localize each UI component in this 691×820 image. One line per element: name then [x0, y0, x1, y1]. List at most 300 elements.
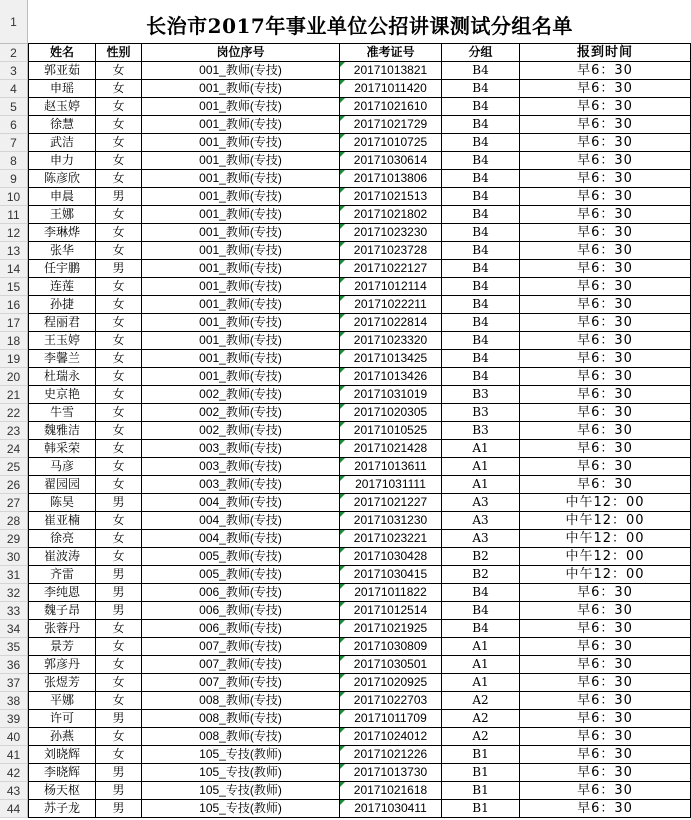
cell-report-time[interactable] — [520, 602, 691, 620]
cell-post[interactable] — [142, 260, 340, 278]
cell-name[interactable] — [28, 800, 96, 818]
cell-report-time[interactable] — [520, 152, 691, 170]
cell-sex[interactable] — [96, 512, 142, 530]
cell-sex[interactable] — [96, 62, 142, 80]
cell-name[interactable] — [28, 656, 96, 674]
cell-exam-id[interactable] — [340, 404, 442, 422]
cell-sex[interactable] — [96, 476, 142, 494]
cell-sex[interactable] — [96, 638, 142, 656]
cell-exam-id[interactable] — [340, 494, 442, 512]
cell-post[interactable] — [142, 98, 340, 116]
cell-name[interactable] — [28, 98, 96, 116]
cell-name[interactable] — [28, 782, 96, 800]
row-number[interactable]: 16 — [0, 296, 28, 314]
cell-name[interactable] — [28, 80, 96, 98]
cell-post[interactable] — [142, 746, 340, 764]
row-number[interactable]: 40 — [0, 728, 28, 746]
cell-exam-id[interactable] — [340, 602, 442, 620]
cell-post[interactable] — [142, 314, 340, 332]
cell-report-time[interactable] — [520, 440, 691, 458]
cell-post[interactable] — [142, 332, 340, 350]
cell-group[interactable] — [442, 584, 520, 602]
cell-sex[interactable] — [96, 620, 142, 638]
cell-exam-id[interactable] — [340, 548, 442, 566]
cell-exam-id[interactable] — [340, 512, 442, 530]
cell-group[interactable] — [442, 332, 520, 350]
cell-post[interactable] — [142, 242, 340, 260]
row-number[interactable]: 43 — [0, 782, 28, 800]
row-number[interactable]: 22 — [0, 404, 28, 422]
cell-name[interactable] — [28, 224, 96, 242]
row-number[interactable]: 20 — [0, 368, 28, 386]
cell-name[interactable] — [28, 206, 96, 224]
cell-group[interactable] — [442, 566, 520, 584]
cell-exam-id[interactable] — [340, 332, 442, 350]
cell-report-time[interactable] — [520, 314, 691, 332]
cell-group[interactable] — [442, 170, 520, 188]
cell-report-time[interactable] — [520, 242, 691, 260]
cell-sex[interactable] — [96, 422, 142, 440]
cell-report-time[interactable] — [520, 584, 691, 602]
cell-exam-id[interactable] — [340, 476, 442, 494]
cell-report-time[interactable] — [520, 278, 691, 296]
cell-report-time[interactable] — [520, 404, 691, 422]
row-number[interactable]: 10 — [0, 188, 28, 206]
row-number[interactable]: 30 — [0, 548, 28, 566]
row-number[interactable]: 32 — [0, 584, 28, 602]
cell-report-time[interactable] — [520, 494, 691, 512]
cell-sex[interactable] — [96, 134, 142, 152]
cell-group[interactable] — [442, 98, 520, 116]
cell-report-time[interactable] — [520, 422, 691, 440]
row-number[interactable]: 37 — [0, 674, 28, 692]
cell-group[interactable] — [442, 116, 520, 134]
cell-sex[interactable] — [96, 710, 142, 728]
cell-post[interactable] — [142, 404, 340, 422]
cell-group[interactable] — [442, 710, 520, 728]
cell-sex[interactable] — [96, 98, 142, 116]
cell-name[interactable] — [28, 350, 96, 368]
row-number[interactable]: 42 — [0, 764, 28, 782]
cell-name[interactable] — [28, 548, 96, 566]
cell-report-time[interactable] — [520, 80, 691, 98]
cell-post[interactable] — [142, 80, 340, 98]
cell-group[interactable] — [442, 494, 520, 512]
cell-group[interactable] — [442, 656, 520, 674]
cell-sex[interactable] — [96, 386, 142, 404]
cell-name[interactable] — [28, 278, 96, 296]
cell-name[interactable] — [28, 152, 96, 170]
cell-post[interactable] — [142, 512, 340, 530]
cell-sex[interactable] — [96, 314, 142, 332]
cell-report-time[interactable] — [520, 206, 691, 224]
row-number[interactable]: 34 — [0, 620, 28, 638]
cell-sex[interactable] — [96, 548, 142, 566]
cell-exam-id[interactable] — [340, 170, 442, 188]
cell-group[interactable] — [442, 386, 520, 404]
cell-exam-id[interactable] — [340, 728, 442, 746]
cell-sex[interactable] — [96, 404, 142, 422]
cell-group[interactable] — [442, 512, 520, 530]
row-number[interactable]: 27 — [0, 494, 28, 512]
cell-exam-id[interactable] — [340, 674, 442, 692]
cell-report-time[interactable] — [520, 620, 691, 638]
cell-group[interactable] — [442, 134, 520, 152]
cell-sex[interactable] — [96, 782, 142, 800]
cell-report-time[interactable] — [520, 62, 691, 80]
cell-group[interactable] — [442, 350, 520, 368]
row-number[interactable]: 44 — [0, 800, 28, 818]
cell-report-time[interactable] — [520, 116, 691, 134]
cell-post[interactable] — [142, 710, 340, 728]
row-number[interactable]: 5 — [0, 98, 28, 116]
cell-post[interactable] — [142, 476, 340, 494]
row-number[interactable]: 7 — [0, 134, 28, 152]
row-number[interactable]: 19 — [0, 350, 28, 368]
cell-exam-id[interactable] — [340, 458, 442, 476]
cell-post[interactable] — [142, 566, 340, 584]
cell-group[interactable] — [442, 296, 520, 314]
cell-sex[interactable] — [96, 674, 142, 692]
cell-name[interactable] — [28, 242, 96, 260]
cell-sex[interactable] — [96, 368, 142, 386]
cell-post[interactable] — [142, 206, 340, 224]
cell-report-time[interactable] — [520, 764, 691, 782]
cell-exam-id[interactable] — [340, 566, 442, 584]
row-number[interactable]: 14 — [0, 260, 28, 278]
cell-post[interactable] — [142, 62, 340, 80]
cell-post[interactable] — [142, 134, 340, 152]
cell-group[interactable] — [442, 548, 520, 566]
row-number[interactable]: 11 — [0, 206, 28, 224]
cell-sex[interactable] — [96, 296, 142, 314]
cell-exam-id[interactable] — [340, 242, 442, 260]
cell-exam-id[interactable] — [340, 224, 442, 242]
cell-group[interactable] — [442, 638, 520, 656]
cell-name[interactable] — [28, 746, 96, 764]
cell-sex[interactable] — [96, 458, 142, 476]
cell-exam-id[interactable] — [340, 800, 442, 818]
cell-exam-id[interactable] — [340, 260, 442, 278]
cell-name[interactable] — [28, 314, 96, 332]
cell-post[interactable] — [142, 674, 340, 692]
row-number[interactable]: 9 — [0, 170, 28, 188]
cell-post[interactable] — [142, 440, 340, 458]
cell-sex[interactable] — [96, 278, 142, 296]
cell-post[interactable] — [142, 494, 340, 512]
cell-exam-id[interactable] — [340, 386, 442, 404]
row-number[interactable]: 31 — [0, 566, 28, 584]
cell-group[interactable] — [442, 152, 520, 170]
cell-name[interactable] — [28, 710, 96, 728]
cell-post[interactable] — [142, 800, 340, 818]
cell-group[interactable] — [442, 476, 520, 494]
sheet-title[interactable]: 长治市2017年事业单位公招讲课测试分组名单 — [28, 0, 691, 44]
cell-name[interactable] — [28, 260, 96, 278]
header-name[interactable]: 姓名 — [28, 44, 96, 62]
cell-group[interactable] — [442, 746, 520, 764]
cell-exam-id[interactable] — [340, 152, 442, 170]
cell-exam-id[interactable] — [340, 530, 442, 548]
cell-report-time[interactable] — [520, 710, 691, 728]
cell-sex[interactable] — [96, 188, 142, 206]
cell-post[interactable] — [142, 170, 340, 188]
cell-name[interactable] — [28, 530, 96, 548]
cell-report-time[interactable] — [520, 170, 691, 188]
cell-report-time[interactable] — [520, 728, 691, 746]
cell-report-time[interactable] — [520, 746, 691, 764]
cell-name[interactable] — [28, 62, 96, 80]
cell-report-time[interactable] — [520, 548, 691, 566]
cell-group[interactable] — [442, 314, 520, 332]
cell-exam-id[interactable] — [340, 638, 442, 656]
row-number[interactable]: 15 — [0, 278, 28, 296]
cell-group[interactable] — [442, 206, 520, 224]
cell-exam-id[interactable] — [340, 206, 442, 224]
cell-group[interactable] — [442, 440, 520, 458]
cell-exam-id[interactable] — [340, 314, 442, 332]
row-number[interactable]: 35 — [0, 638, 28, 656]
cell-group[interactable] — [442, 80, 520, 98]
cell-sex[interactable] — [96, 260, 142, 278]
cell-sex[interactable] — [96, 584, 142, 602]
cell-post[interactable] — [142, 782, 340, 800]
cell-sex[interactable] — [96, 656, 142, 674]
cell-exam-id[interactable] — [340, 620, 442, 638]
row-number[interactable]: 21 — [0, 386, 28, 404]
row-number[interactable]: 23 — [0, 422, 28, 440]
cell-post[interactable] — [142, 152, 340, 170]
cell-name[interactable] — [28, 170, 96, 188]
row-number[interactable]: 29 — [0, 530, 28, 548]
cell-exam-id[interactable] — [340, 584, 442, 602]
cell-report-time[interactable] — [520, 296, 691, 314]
cell-sex[interactable] — [96, 440, 142, 458]
cell-group[interactable] — [442, 404, 520, 422]
row-number[interactable]: 6 — [0, 116, 28, 134]
cell-exam-id[interactable] — [340, 296, 442, 314]
row-number[interactable]: 2 — [0, 44, 28, 62]
cell-name[interactable] — [28, 134, 96, 152]
cell-name[interactable] — [28, 692, 96, 710]
cell-name[interactable] — [28, 494, 96, 512]
cell-post[interactable] — [142, 458, 340, 476]
cell-exam-id[interactable] — [340, 188, 442, 206]
cell-report-time[interactable] — [520, 512, 691, 530]
cell-name[interactable] — [28, 422, 96, 440]
cell-group[interactable] — [442, 692, 520, 710]
cell-exam-id[interactable] — [340, 764, 442, 782]
cell-sex[interactable] — [96, 764, 142, 782]
cell-post[interactable] — [142, 278, 340, 296]
cell-name[interactable] — [28, 440, 96, 458]
cell-report-time[interactable] — [520, 224, 691, 242]
cell-post[interactable] — [142, 350, 340, 368]
cell-name[interactable] — [28, 584, 96, 602]
row-number[interactable]: 13 — [0, 242, 28, 260]
cell-report-time[interactable] — [520, 458, 691, 476]
cell-report-time[interactable] — [520, 134, 691, 152]
cell-name[interactable] — [28, 386, 96, 404]
cell-group[interactable] — [442, 674, 520, 692]
cell-name[interactable] — [28, 404, 96, 422]
cell-name[interactable] — [28, 116, 96, 134]
cell-sex[interactable] — [96, 494, 142, 512]
cell-name[interactable] — [28, 764, 96, 782]
cell-name[interactable] — [28, 296, 96, 314]
cell-exam-id[interactable] — [340, 98, 442, 116]
cell-report-time[interactable] — [520, 530, 691, 548]
cell-exam-id[interactable] — [340, 134, 442, 152]
cell-group[interactable] — [442, 458, 520, 476]
row-number[interactable]: 3 — [0, 62, 28, 80]
cell-report-time[interactable] — [520, 566, 691, 584]
cell-sex[interactable] — [96, 152, 142, 170]
cell-sex[interactable] — [96, 80, 142, 98]
cell-group[interactable] — [442, 422, 520, 440]
cell-sex[interactable] — [96, 206, 142, 224]
cell-post[interactable] — [142, 728, 340, 746]
cell-group[interactable] — [442, 368, 520, 386]
cell-sex[interactable] — [96, 530, 142, 548]
cell-exam-id[interactable] — [340, 656, 442, 674]
cell-exam-id[interactable] — [340, 746, 442, 764]
cell-exam-id[interactable] — [340, 350, 442, 368]
row-number[interactable]: 24 — [0, 440, 28, 458]
cell-post[interactable] — [142, 530, 340, 548]
cell-name[interactable] — [28, 332, 96, 350]
cell-exam-id[interactable] — [340, 422, 442, 440]
cell-post[interactable] — [142, 638, 340, 656]
cell-report-time[interactable] — [520, 674, 691, 692]
cell-sex[interactable] — [96, 350, 142, 368]
cell-report-time[interactable] — [520, 332, 691, 350]
cell-sex[interactable] — [96, 332, 142, 350]
cell-sex[interactable] — [96, 224, 142, 242]
cell-exam-id[interactable] — [340, 278, 442, 296]
cell-name[interactable] — [28, 368, 96, 386]
cell-group[interactable] — [442, 728, 520, 746]
cell-report-time[interactable] — [520, 638, 691, 656]
row-number[interactable]: 25 — [0, 458, 28, 476]
header-report-time[interactable]: 报到时间 — [520, 44, 691, 62]
cell-post[interactable] — [142, 296, 340, 314]
cell-group[interactable] — [442, 782, 520, 800]
cell-sex[interactable] — [96, 746, 142, 764]
cell-exam-id[interactable] — [340, 710, 442, 728]
row-number[interactable]: 28 — [0, 512, 28, 530]
header-exam-id[interactable]: 准考证号 — [340, 44, 442, 62]
row-number[interactable]: 1 — [0, 0, 28, 44]
cell-report-time[interactable] — [520, 782, 691, 800]
cell-exam-id[interactable] — [340, 782, 442, 800]
cell-post[interactable] — [142, 422, 340, 440]
cell-post[interactable] — [142, 602, 340, 620]
row-number[interactable]: 18 — [0, 332, 28, 350]
cell-sex[interactable] — [96, 800, 142, 818]
row-number[interactable]: 33 — [0, 602, 28, 620]
header-post[interactable]: 岗位序号 — [142, 44, 340, 62]
cell-sex[interactable] — [96, 728, 142, 746]
cell-report-time[interactable] — [520, 476, 691, 494]
cell-sex[interactable] — [96, 116, 142, 134]
row-number[interactable]: 26 — [0, 476, 28, 494]
cell-group[interactable] — [442, 602, 520, 620]
cell-name[interactable] — [28, 188, 96, 206]
cell-name[interactable] — [28, 476, 96, 494]
row-number[interactable]: 8 — [0, 152, 28, 170]
cell-name[interactable] — [28, 566, 96, 584]
cell-name[interactable] — [28, 638, 96, 656]
cell-exam-id[interactable] — [340, 692, 442, 710]
cell-post[interactable] — [142, 656, 340, 674]
cell-group[interactable] — [442, 620, 520, 638]
cell-sex[interactable] — [96, 170, 142, 188]
cell-name[interactable] — [28, 728, 96, 746]
cell-post[interactable] — [142, 764, 340, 782]
cell-exam-id[interactable] — [340, 80, 442, 98]
cell-exam-id[interactable] — [340, 368, 442, 386]
cell-report-time[interactable] — [520, 692, 691, 710]
cell-post[interactable] — [142, 386, 340, 404]
cell-exam-id[interactable] — [340, 440, 442, 458]
cell-post[interactable] — [142, 368, 340, 386]
cell-exam-id[interactable] — [340, 62, 442, 80]
cell-sex[interactable] — [96, 602, 142, 620]
cell-report-time[interactable] — [520, 800, 691, 818]
cell-group[interactable] — [442, 62, 520, 80]
cell-report-time[interactable] — [520, 656, 691, 674]
cell-report-time[interactable] — [520, 260, 691, 278]
cell-sex[interactable] — [96, 566, 142, 584]
cell-group[interactable] — [442, 242, 520, 260]
cell-name[interactable] — [28, 674, 96, 692]
cell-group[interactable] — [442, 530, 520, 548]
cell-name[interactable] — [28, 512, 96, 530]
cell-post[interactable] — [142, 224, 340, 242]
cell-report-time[interactable] — [520, 350, 691, 368]
cell-group[interactable] — [442, 224, 520, 242]
cell-group[interactable] — [442, 278, 520, 296]
cell-name[interactable] — [28, 620, 96, 638]
cell-post[interactable] — [142, 584, 340, 602]
cell-group[interactable] — [442, 260, 520, 278]
cell-sex[interactable] — [96, 242, 142, 260]
row-number[interactable]: 17 — [0, 314, 28, 332]
cell-report-time[interactable] — [520, 188, 691, 206]
cell-post[interactable] — [142, 116, 340, 134]
row-number[interactable]: 36 — [0, 656, 28, 674]
row-number[interactable]: 12 — [0, 224, 28, 242]
cell-group[interactable] — [442, 188, 520, 206]
cell-report-time[interactable] — [520, 98, 691, 116]
cell-sex[interactable] — [96, 692, 142, 710]
cell-group[interactable] — [442, 800, 520, 818]
header-sex[interactable]: 性别 — [96, 44, 142, 62]
row-number[interactable]: 4 — [0, 80, 28, 98]
cell-post[interactable] — [142, 188, 340, 206]
row-number[interactable]: 38 — [0, 692, 28, 710]
cell-name[interactable] — [28, 458, 96, 476]
cell-report-time[interactable] — [520, 386, 691, 404]
cell-name[interactable] — [28, 602, 96, 620]
header-group[interactable]: 分组 — [442, 44, 520, 62]
row-number[interactable]: 41 — [0, 746, 28, 764]
cell-post[interactable] — [142, 692, 340, 710]
cell-post[interactable] — [142, 620, 340, 638]
cell-report-time[interactable] — [520, 368, 691, 386]
cell-group[interactable] — [442, 764, 520, 782]
